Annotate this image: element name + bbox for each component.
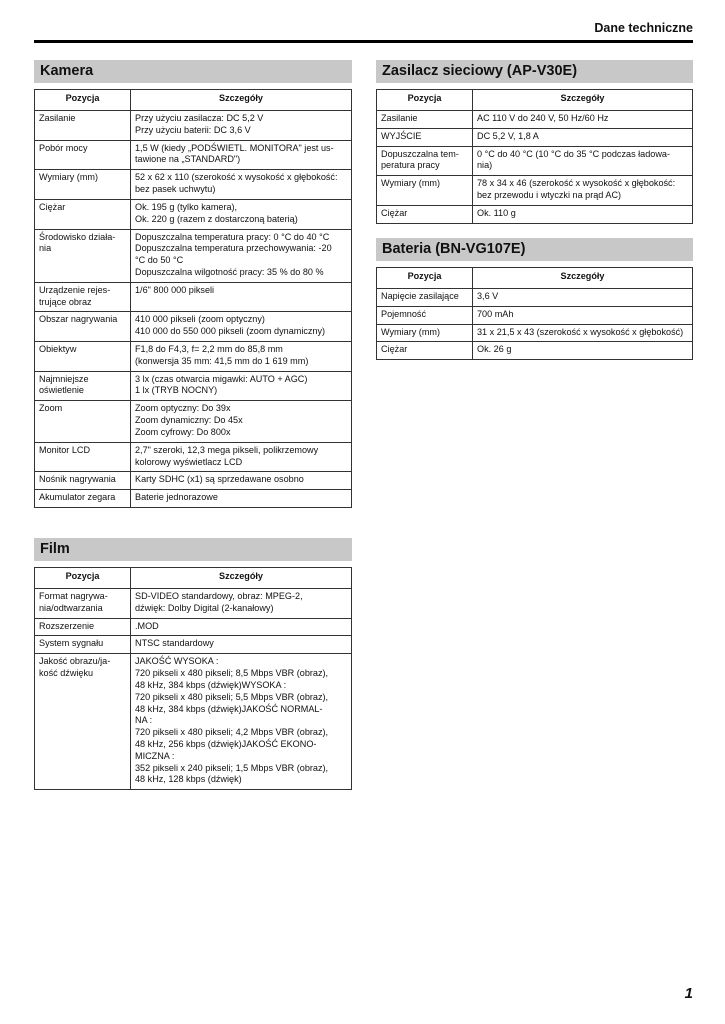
- table-row: [377, 342, 693, 360]
- row-item: Wymiary (mm): [35, 170, 131, 200]
- row-details: 0 °C do 40 °C (10 °C do 35 °C podczas ładowa- nia): [473, 146, 693, 176]
- table-row: [35, 589, 352, 619]
- row-item: WYJŚCIE: [377, 128, 473, 146]
- section-title: Film: [34, 538, 352, 561]
- column-header-details: Szczegóły: [131, 568, 352, 589]
- table-row: [35, 199, 352, 229]
- header-rule: [34, 40, 693, 43]
- row-details: F1,8 do F4,3, f= 2,2 mm do 85,8 mm (konwersja 35 mm: 41,5 mm do 1 619 mm): [131, 342, 352, 372]
- row-details: 2,7" szeroki, 12,3 mega pikseli, polikrzemowy kolorowy wyświetlacz LCD: [131, 442, 352, 472]
- row-item: Najmniejsze oświetlenie: [35, 371, 131, 401]
- row-item: Ciężar: [377, 205, 473, 223]
- section-title: Kamera: [34, 60, 352, 83]
- row-item: Wymiary (mm): [377, 324, 473, 342]
- section-kamera: [34, 60, 352, 508]
- row-details: 31 x 21,5 x 43 (szerokość x wysokość x głębokość): [473, 324, 693, 342]
- row-details: 410 000 pikseli (zoom optyczny) 410 000 do 550 000 pikseli (zoom dynamiczny): [131, 312, 352, 342]
- row-item: Napięcie zasilające: [377, 289, 473, 307]
- column-header-details: Szczegóły: [473, 268, 693, 289]
- row-details: 1/6" 800 000 pikseli: [131, 282, 352, 312]
- row-item: Ciężar: [35, 199, 131, 229]
- spec-table: [376, 267, 693, 360]
- row-details: SD-VIDEO standardowy, obraz: MPEG-2, dźwięk: Dolby Digital (2-kanałowy): [131, 589, 352, 619]
- row-details: 700 mAh: [473, 306, 693, 324]
- row-details: Przy użyciu zasilacza: DC 5,2 V Przy użyciu baterii: DC 3,6 V: [131, 111, 352, 141]
- row-details: 1,5 W (kiedy „PODŚWIETL. MONITORA" jest us- tawione na „STANDARD"): [131, 140, 352, 170]
- row-item: System sygnału: [35, 636, 131, 654]
- row-item: Dopuszczalna tem- peratura pracy: [377, 146, 473, 176]
- table-row: [35, 312, 352, 342]
- table-row: [377, 306, 693, 324]
- table-row: [377, 205, 693, 223]
- row-details: 78 x 34 x 46 (szerokość x wysokość x głębokość: bez przewodu i wtyczki na prąd AC): [473, 176, 693, 206]
- row-item: Pojemność: [377, 306, 473, 324]
- row-details: AC 110 V do 240 V, 50 Hz/60 Hz: [473, 111, 693, 129]
- row-details: Zoom optyczny: Do 39x Zoom dynamiczny: Do 45x Zoom cyfrowy: Do 800x: [131, 401, 352, 442]
- row-details: JAKOŚĆ WYSOKA : 720 pikseli x 480 pikseli; 8,5 Mbps VBR (obraz), 48 kHz, 384 kbps (dźwięk)WYSOKA : 720 pikseli x 480 pikseli; 5,5 Mbps VBR (obraz), 48 kHz, 384 kbps (dźwięk)JAKOŚĆ NORMAL- NA : 720 pikseli x 480 pikseli; 4,2 Mbps VBR (obraz), 48 kHz, 256 kbps (dźwięk)JAKOŚĆ EKONO- MICZNA : 352 pikseli x 240 pikseli; 1,5 Mbps VBR (obraz), 48 kHz, 128 kbps (dźwięk): [131, 654, 352, 790]
- row-item: Urządzenie rejes- trujące obraz: [35, 282, 131, 312]
- row-details: NTSC standardowy: [131, 636, 352, 654]
- table-row: [35, 140, 352, 170]
- row-details: DC 5,2 V, 1,8 A: [473, 128, 693, 146]
- row-details: Ok. 110 g: [473, 205, 693, 223]
- row-item: Rozszerzenie: [35, 618, 131, 636]
- table-row: [35, 229, 352, 282]
- table-row: [377, 324, 693, 342]
- table-row: [377, 128, 693, 146]
- row-item: Zasilanie: [377, 111, 473, 129]
- spec-table: [34, 89, 352, 508]
- table-row: [35, 472, 352, 490]
- row-item: Pobór mocy: [35, 140, 131, 170]
- row-item: Monitor LCD: [35, 442, 131, 472]
- table-row: [377, 176, 693, 206]
- table-row: [35, 442, 352, 472]
- row-item: Format nagrywa- nia/odtwarzania: [35, 589, 131, 619]
- table-row: [377, 146, 693, 176]
- page-header-title: Dane techniczne: [594, 21, 693, 35]
- table-row: [35, 490, 352, 508]
- column-header-item: Pozycja: [35, 568, 131, 589]
- row-item: Zasilanie: [35, 111, 131, 141]
- section-film: [34, 538, 352, 790]
- row-item: Środowisko działa- nia: [35, 229, 131, 282]
- row-details: Ok. 26 g: [473, 342, 693, 360]
- column-header-item: Pozycja: [377, 268, 473, 289]
- row-item: Wymiary (mm): [377, 176, 473, 206]
- spec-table: [34, 567, 352, 790]
- table-row: [35, 371, 352, 401]
- section-title: Bateria (BN-VG107E): [376, 238, 693, 261]
- row-item: Obszar nagrywania: [35, 312, 131, 342]
- table-row: [35, 170, 352, 200]
- section-bateria: [376, 238, 693, 360]
- table-row: [35, 654, 352, 790]
- column-header-item: Pozycja: [377, 90, 473, 111]
- row-details: 3 lx (czas otwarcia migawki: AUTO + AGC) 1 lx (TRYB NOCNY): [131, 371, 352, 401]
- table-row: [35, 342, 352, 372]
- row-item: Obiektyw: [35, 342, 131, 372]
- column-header-item: Pozycja: [35, 90, 131, 111]
- row-item: Zoom: [35, 401, 131, 442]
- row-item: Nośnik nagrywania: [35, 472, 131, 490]
- row-details: .MOD: [131, 618, 352, 636]
- column-header-details: Szczegóły: [473, 90, 693, 111]
- row-item: Ciężar: [377, 342, 473, 360]
- row-details: Baterie jednorazowe: [131, 490, 352, 508]
- section-zasilacz: [376, 60, 693, 224]
- row-item: Akumulator zegara: [35, 490, 131, 508]
- table-row: [377, 289, 693, 307]
- row-details: Dopuszczalna temperatura pracy: 0 °C do 40 °C Dopuszczalna temperatura przechowywania: -20 °C do 50 °C Dopuszczalna wilgotność pracy: 35 % do 80 %: [131, 229, 352, 282]
- table-row: [35, 111, 352, 141]
- table-row: [35, 401, 352, 442]
- table-row: [35, 282, 352, 312]
- page-number: 1: [684, 985, 693, 1002]
- spec-table: [376, 89, 693, 224]
- table-row: [377, 111, 693, 129]
- row-details: Ok. 195 g (tylko kamera), Ok. 220 g (razem z dostarczoną baterią): [131, 199, 352, 229]
- row-details: 3,6 V: [473, 289, 693, 307]
- table-row: [35, 618, 352, 636]
- row-details: 52 x 62 x 110 (szerokość x wysokość x głębokość: bez pasek uchwytu): [131, 170, 352, 200]
- column-header-details: Szczegóły: [131, 90, 352, 111]
- section-title: Zasilacz sieciowy (AP-V30E): [376, 60, 693, 83]
- row-details: Karty SDHC (x1) są sprzedawane osobno: [131, 472, 352, 490]
- table-row: [35, 636, 352, 654]
- row-item: Jakość obrazu/ja- kość dźwięku: [35, 654, 131, 790]
